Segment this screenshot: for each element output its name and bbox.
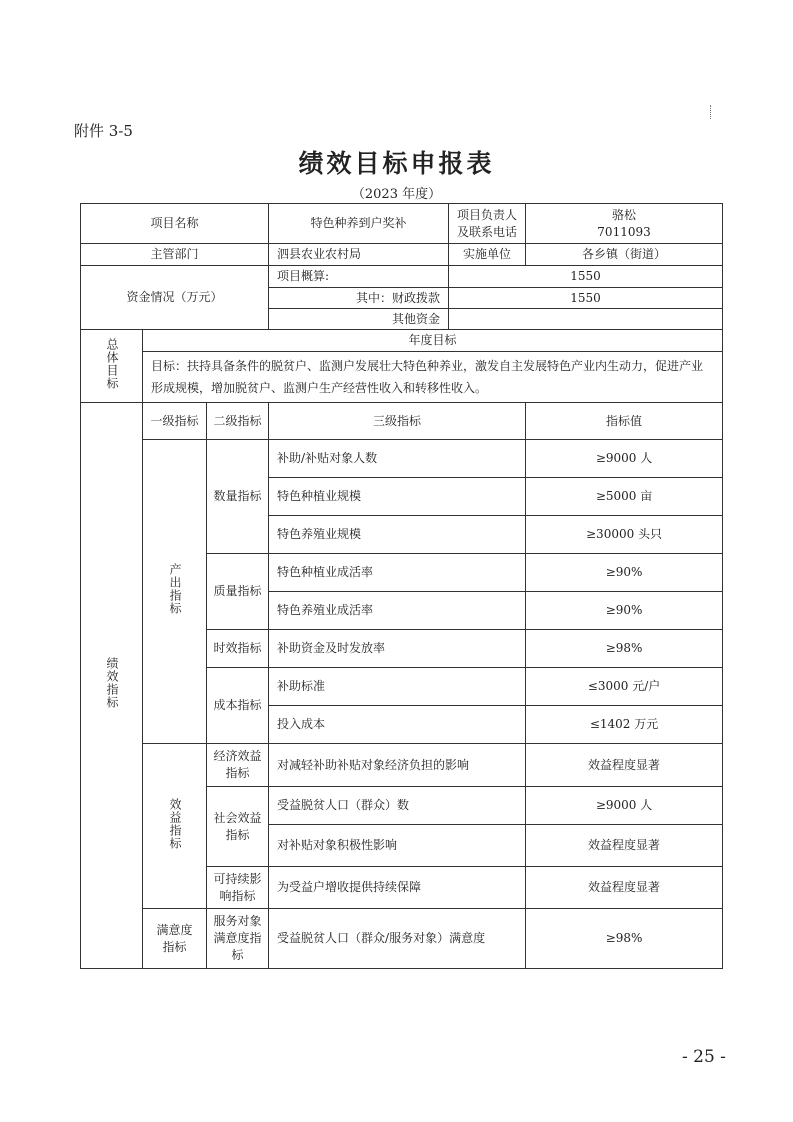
table-row: 对减轻补助补贴对象经济负担的影响	[269, 744, 526, 787]
col-level3: 三级指标	[269, 403, 526, 440]
econ-indicators-label: 经济效益 指标	[207, 744, 269, 787]
indicator-value: ≥5000 亩	[526, 478, 723, 516]
owner-label: 项目负责人 及联系电话	[449, 204, 526, 244]
performance-table	[80, 203, 723, 969]
service-satisfaction-label: 服务对象 满意度指 标	[207, 909, 269, 969]
impl-label: 实施单位	[449, 244, 526, 266]
indicator-value: ≥90%	[526, 592, 723, 630]
indicator-value: ≥98%	[526, 630, 723, 668]
indicator-value: ≥9000 人	[526, 787, 723, 825]
col-value: 指标值	[526, 403, 723, 440]
indicator-value: ≤3000 元/户	[526, 668, 723, 706]
table-row: 受益脱贫人口（群众）数	[269, 787, 526, 825]
table-row: 特色种植业成活率	[269, 554, 526, 592]
goal-text: 目标：扶持具备条件的脱贫户、监测户发展壮大特色种养业，激发自主发展特色产业内生动力，促进产业形成规模，增加脱贫户、监测户生产经营性收入和转移性收入。	[143, 352, 723, 403]
dept-value: 泗县农业农村局	[269, 244, 449, 266]
cost-indicators-label: 成本指标	[207, 668, 269, 744]
quality-indicators-label: 质量指标	[207, 554, 269, 630]
table-row: 特色养殖业规模	[269, 516, 526, 554]
table-row: 受益脱贫人口（群众/服务对象）满意度	[269, 909, 526, 969]
table-row: 特色养殖业成活率	[269, 592, 526, 630]
table-row: 为受益户增收提供持续保障	[269, 867, 526, 909]
indicator-value: ≥9000 人	[526, 440, 723, 478]
output-indicators-label: 产出指标	[143, 440, 207, 744]
impl-value: 各乡镇（街道）	[526, 244, 723, 266]
project-name: 特色种养到户奖补	[269, 204, 449, 244]
time-indicators-label: 时效指标	[207, 630, 269, 668]
indicator-value: ≤1402 万元	[526, 706, 723, 744]
indicator-value: 效益程度显著	[526, 825, 723, 867]
year-goal-label: 年度目标	[143, 330, 723, 352]
social-indicators-label: 社会效益 指标	[207, 787, 269, 867]
other-label: 其他资金	[269, 309, 449, 330]
indicator-value: 效益程度显著	[526, 867, 723, 909]
page-number: - 25 -	[682, 1047, 726, 1067]
budget-label: 项目概算:	[269, 266, 449, 288]
indicator-value: ≥90%	[526, 554, 723, 592]
fiscal-label: 其中：财政拨款	[269, 288, 449, 309]
fiscal-value: 1550	[449, 288, 723, 309]
table-row: 投入成本	[269, 706, 526, 744]
table-row: 对补贴对象积极性影响	[269, 825, 526, 867]
budget-value: 1550	[449, 266, 723, 288]
table-row: 补助标准	[269, 668, 526, 706]
year-label: （2023 年度）	[351, 187, 442, 202]
col-level1: 一级指标	[143, 403, 207, 440]
table-row: 补助/补贴对象人数	[269, 440, 526, 478]
owner-info: 骆松 7011093	[526, 204, 723, 244]
indicator-value: 效益程度显著	[526, 744, 723, 787]
perf-indicators-label: 绩效指标	[81, 403, 143, 969]
quantity-indicators-label: 数量指标	[207, 440, 269, 554]
satisfaction-indicators-label: 满意度 指标	[143, 909, 207, 969]
other-value	[449, 309, 723, 330]
table-row: 补助资金及时发放率	[269, 630, 526, 668]
table-row: 特色种植业规模	[269, 478, 526, 516]
scan-mark	[710, 105, 713, 119]
page-title: 绩效目标申报表	[298, 149, 495, 178]
project-name-label: 项目名称	[81, 204, 269, 244]
benefit-indicators-label: 效益指标	[143, 744, 207, 909]
overall-goal-label: 总体目标	[81, 330, 143, 403]
indicator-value: ≥30000 头只	[526, 516, 723, 554]
dept-label: 主管部门	[81, 244, 269, 266]
attachment-label: 附件 3-5	[74, 122, 133, 140]
col-level2: 二级指标	[207, 403, 269, 440]
indicator-value: ≥98%	[526, 909, 723, 969]
fund-label: 资金情况（万元）	[81, 266, 269, 330]
sustain-indicators-label: 可持续影 响指标	[207, 867, 269, 909]
